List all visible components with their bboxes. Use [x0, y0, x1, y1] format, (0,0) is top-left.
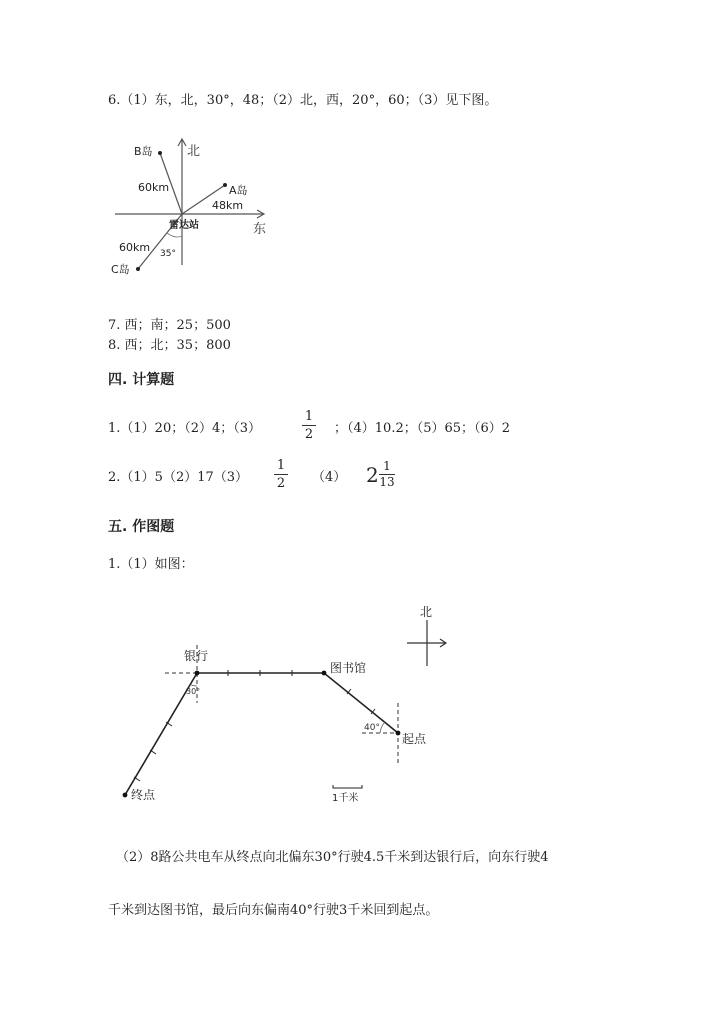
mixed-number-whole: 2: [366, 463, 379, 487]
label-b-distance: 60km: [138, 181, 170, 194]
calc2-mid: （4）: [312, 470, 347, 485]
q6-answer: 6.（1）东，北，30°，48；（2）北，西，20°，60；（3）见下图。: [108, 93, 498, 108]
label-a-island: A岛: [229, 184, 248, 197]
calc2-prefix: 2.（1）5（2）17（3）: [108, 470, 249, 485]
route-ticks: [134, 670, 375, 781]
compass-north-label: 北: [420, 605, 433, 619]
section-5-heading: 五. 作图题: [108, 519, 175, 535]
bus-route: [125, 673, 398, 795]
label-a-distance: 48km: [212, 199, 244, 212]
label-start: 起点: [402, 732, 427, 746]
fraction-numerator: 1: [304, 409, 314, 424]
calc1-fraction: [302, 409, 316, 442]
label-library: 图书馆: [330, 661, 367, 675]
calc1-prefix: 1.（1）20；（2）4；（3）: [108, 421, 262, 436]
scale-label: 1千米: [332, 793, 359, 804]
library-point: [322, 671, 327, 676]
label-c-angle: 35°: [160, 249, 176, 259]
bank-point: [195, 671, 200, 676]
section-4-heading: 四. 计算题: [108, 372, 175, 388]
q8-answer: 8. 西；北；35；800: [108, 338, 231, 353]
end-point: [123, 793, 128, 798]
fraction-numerator: 1: [276, 458, 286, 473]
label-bank-angle: 30°: [186, 687, 201, 696]
label-c-island: C岛: [111, 263, 130, 276]
calc2-mixed-fraction: [379, 460, 395, 489]
label-start-angle: 40°: [364, 723, 380, 733]
label-c-distance: 60km: [119, 241, 151, 254]
radar-diagram: [105, 135, 280, 285]
label-north: 北: [187, 144, 201, 159]
fraction-denominator: 13: [379, 475, 395, 489]
label-east: 东: [253, 222, 267, 237]
fraction-numerator: 1: [383, 459, 391, 473]
point-b: [158, 151, 162, 155]
answer2-line2: 千米到达图书馆，最后向东偏南40°行驶3千米回到起点。: [108, 903, 439, 918]
start-point: [396, 731, 401, 736]
scale-bar: [333, 785, 362, 788]
fraction-bar: [302, 425, 316, 426]
answer2-line1: （2）8路公共电车从终点向北偏东30°行驶4.5千米到达银行后，向东行驶4: [116, 850, 549, 865]
start-angle-arc: [380, 722, 385, 733]
label-bank: 银行: [184, 649, 209, 663]
calc1-suffix: ；（4）10.2；（5）65；（6）2: [334, 421, 511, 436]
label-station: 雷达站: [169, 220, 199, 231]
point-c: [136, 267, 140, 271]
q7-answer: 7. 西；南；25；500: [108, 318, 231, 333]
fraction-denominator: 2: [276, 476, 286, 491]
draw1-answer: 1.（1）如图：: [108, 557, 194, 572]
route-map: [110, 598, 460, 808]
label-end: 终点: [131, 788, 156, 802]
label-b-island: B岛: [134, 145, 153, 158]
calc2-fraction: [274, 458, 288, 491]
fraction-denominator: 2: [304, 427, 314, 442]
fraction-bar: [274, 474, 288, 475]
point-a: [223, 183, 227, 187]
angle-arc: [167, 233, 182, 237]
